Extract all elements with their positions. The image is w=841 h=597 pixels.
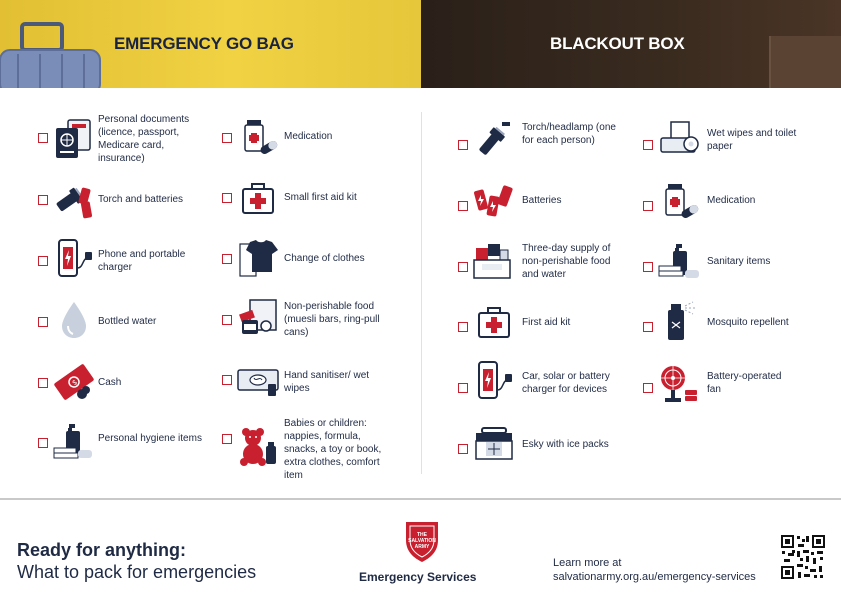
svg-text:$: $ bbox=[70, 378, 79, 388]
item-label: Bottled water bbox=[98, 316, 157, 327]
checkbox-food[interactable] bbox=[222, 315, 232, 325]
checkbox-first-aid[interactable] bbox=[222, 193, 232, 203]
torch-batteries-icon bbox=[52, 178, 96, 222]
sanitary-icon bbox=[657, 240, 701, 284]
blackout-banner bbox=[421, 0, 841, 88]
qr-code-icon[interactable] bbox=[780, 534, 826, 580]
toilet-paper-icon bbox=[657, 118, 701, 162]
checkbox-fan[interactable] bbox=[643, 383, 653, 393]
item-label: Phone and portable charger bbox=[98, 249, 186, 273]
checkbox-first-aid-kit[interactable] bbox=[458, 322, 468, 332]
item-label: Mosquito repellent bbox=[707, 317, 789, 328]
first-aid-kit-icon bbox=[472, 300, 516, 344]
learn-more bbox=[553, 556, 756, 584]
charger-icon bbox=[472, 360, 516, 404]
logo-caption: Emergency Services bbox=[359, 570, 477, 584]
item-label: Three-day supply of non-perishable food and water bbox=[522, 243, 611, 280]
website-link[interactable]: salvationarmy.org.au/emergency-services bbox=[553, 571, 756, 583]
batteries-icon bbox=[472, 180, 516, 224]
checkbox-babies[interactable] bbox=[222, 434, 232, 444]
checkbox-medication[interactable] bbox=[222, 133, 232, 143]
item-label: Small first aid kit bbox=[284, 192, 357, 203]
checkbox-torch-batteries[interactable] bbox=[38, 195, 48, 205]
blackout-title: BLACKOUT BOX bbox=[550, 34, 685, 53]
checkbox-food-supply[interactable] bbox=[458, 262, 468, 272]
checkbox-medication-2[interactable] bbox=[643, 201, 653, 211]
food-icon bbox=[236, 296, 280, 340]
wet-wipes-icon bbox=[236, 358, 280, 402]
footer-heading: Ready for anything: bbox=[17, 540, 187, 560]
checkbox-batteries[interactable] bbox=[458, 201, 468, 211]
checkbox-cash[interactable] bbox=[38, 378, 48, 388]
water-drop-icon bbox=[52, 298, 96, 342]
checkbox-hygiene[interactable] bbox=[38, 438, 48, 448]
checkbox-repellent[interactable] bbox=[643, 322, 653, 332]
checkbox-toilet-paper[interactable] bbox=[643, 140, 653, 150]
svg-text:THE: THE bbox=[417, 532, 427, 538]
item-label: Torch and batteries bbox=[98, 194, 184, 205]
svg-text:ARMY: ARMY bbox=[414, 544, 430, 550]
checkbox-torch-headlamp[interactable] bbox=[458, 140, 468, 150]
item-label: Change of clothes bbox=[284, 253, 365, 264]
item-label: Car, solar or battery charger for devices bbox=[522, 371, 610, 395]
clothes-icon bbox=[236, 236, 280, 280]
food-supply-icon bbox=[472, 240, 516, 284]
documents-icon bbox=[52, 116, 96, 160]
item-label: Batteries bbox=[522, 195, 562, 206]
learn-more-text: Learn more at bbox=[553, 557, 622, 569]
svg-text:SALVATION: SALVATION bbox=[408, 538, 436, 544]
medication-icon bbox=[657, 180, 701, 224]
hygiene-icon bbox=[52, 420, 96, 464]
checkbox-sanitary[interactable] bbox=[643, 262, 653, 272]
item-label: Hand sanitiser/ wet wipes bbox=[284, 370, 370, 394]
salvation-army-shield-icon bbox=[402, 518, 442, 564]
item-label: Babies or children: nappies, formula, snacks, a toy or book, extra clothes, comfort item bbox=[284, 418, 382, 481]
cabinet-decoration bbox=[769, 36, 841, 88]
item-label: Sanitary items bbox=[707, 256, 771, 267]
footer bbox=[0, 498, 841, 597]
medication-icon bbox=[236, 116, 280, 160]
item-label: Esky with ice packs bbox=[522, 439, 609, 450]
suitcase-icon bbox=[0, 20, 104, 88]
torch-icon bbox=[472, 116, 516, 160]
item-label: First aid kit bbox=[522, 317, 571, 328]
checkbox-water[interactable] bbox=[38, 317, 48, 327]
teddy-bear-icon bbox=[236, 424, 280, 468]
repellent-icon bbox=[657, 300, 701, 344]
item-label: Battery-operated fan bbox=[707, 371, 782, 395]
column-divider bbox=[421, 112, 422, 474]
checkbox-charger[interactable] bbox=[458, 383, 468, 393]
item-label: Wet wipes and toilet paper bbox=[707, 128, 797, 152]
item-label: Torch/headlamp (one for each person) bbox=[522, 122, 616, 146]
item-label: Cash bbox=[98, 377, 122, 388]
checkbox-documents[interactable] bbox=[38, 133, 48, 143]
item-label: Non-perishable food (muesli bars, ring-pull cans) bbox=[284, 301, 380, 338]
go-bag-banner bbox=[0, 0, 421, 88]
checkbox-esky[interactable] bbox=[458, 444, 468, 454]
fan-icon bbox=[657, 362, 701, 406]
phone-charger-icon bbox=[52, 238, 96, 282]
item-label: Medication bbox=[707, 195, 756, 206]
checkbox-sanitiser[interactable] bbox=[222, 375, 232, 385]
esky-icon bbox=[472, 422, 516, 466]
cash-icon bbox=[52, 360, 96, 404]
item-label: Personal documents (licence, passport, Medicare card, insurance) bbox=[98, 114, 190, 164]
go-bag-title: EMERGENCY GO BAG bbox=[114, 34, 294, 53]
item-label: Medication bbox=[284, 131, 333, 142]
footer-subheading: What to pack for emergencies bbox=[17, 562, 257, 582]
checkbox-clothes[interactable] bbox=[222, 254, 232, 264]
item-label: Personal hygiene items bbox=[98, 433, 202, 444]
first-aid-kit-icon bbox=[236, 176, 280, 220]
checkbox-phone[interactable] bbox=[38, 256, 48, 266]
